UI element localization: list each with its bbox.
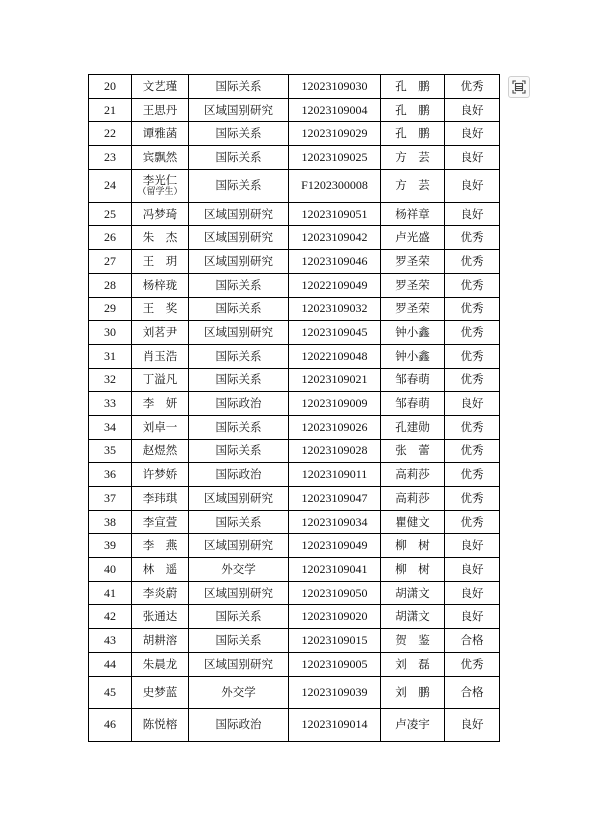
student-id-cell: 12023109050 [289, 581, 381, 605]
student-id-cell: 12023109014 [289, 708, 381, 741]
student-name-cell: 王 玥 [132, 250, 189, 274]
table-row [89, 75, 500, 99]
row-number-cell: 26 [89, 226, 132, 250]
grade-cell: 良好 [445, 534, 500, 558]
student-name-note: （留学生） [137, 186, 183, 197]
major-cell: 国际关系 [189, 415, 289, 439]
major-cell: 区域国别研究 [189, 534, 289, 558]
grade-cell: 良好 [445, 605, 500, 629]
major-cell: 区域国别研究 [189, 98, 289, 122]
student-name-cell: 宾飘然 [132, 146, 189, 170]
table-row [89, 463, 500, 487]
student-id-cell: 12023109009 [289, 392, 381, 416]
grade-cell: 优秀 [445, 439, 500, 463]
row-number-cell: 27 [89, 250, 132, 274]
advisor-cell: 刘 磊 [381, 652, 445, 676]
grade-cell: 良好 [445, 98, 500, 122]
row-number-cell: 21 [89, 98, 132, 122]
scan-button[interactable] [508, 76, 530, 98]
advisor-cell: 刘 鹏 [381, 676, 445, 708]
student-name: 李光仁 [142, 172, 178, 187]
student-id-cell: 12023109011 [289, 463, 381, 487]
row-number-cell: 30 [89, 321, 132, 345]
advisor-cell: 高莉莎 [381, 463, 445, 487]
student-id-cell: 12022109049 [289, 273, 381, 297]
row-number-cell: 25 [89, 202, 132, 226]
grade-cell: 优秀 [445, 273, 500, 297]
student-id-cell: 12023109049 [289, 534, 381, 558]
major-cell: 外交学 [189, 558, 289, 582]
row-number-cell: 40 [89, 558, 132, 582]
advisor-cell: 钟小鑫 [381, 321, 445, 345]
major-cell: 国际关系 [189, 368, 289, 392]
student-id-cell: 12023109041 [289, 558, 381, 582]
grade-cell: 优秀 [445, 368, 500, 392]
major-cell: 国际关系 [189, 439, 289, 463]
student-name-cell: 陈悦榕 [132, 708, 189, 741]
grade-cell: 良好 [445, 169, 500, 202]
advisor-cell: 胡潇文 [381, 581, 445, 605]
table-row [89, 368, 500, 392]
grade-cell: 优秀 [445, 297, 500, 321]
major-cell: 国际关系 [189, 629, 289, 653]
student-id-cell: F1202300008 [289, 169, 381, 202]
table-row [89, 321, 500, 345]
row-number-cell: 31 [89, 344, 132, 368]
advisor-cell: 孔建勋 [381, 415, 445, 439]
table-row [89, 558, 500, 582]
advisor-cell: 孔 鹏 [381, 98, 445, 122]
table-row [89, 652, 500, 676]
student-name-cell: 李 妍 [132, 392, 189, 416]
advisor-cell: 孔 鹏 [381, 122, 445, 146]
advisor-cell: 柳 树 [381, 534, 445, 558]
major-cell: 国际政治 [189, 463, 289, 487]
grade-cell: 良好 [445, 122, 500, 146]
row-number-cell: 23 [89, 146, 132, 170]
major-cell: 区域国别研究 [189, 487, 289, 511]
grade-cell: 优秀 [445, 652, 500, 676]
row-number-cell: 35 [89, 439, 132, 463]
student-name-cell: 朱晨龙 [132, 652, 189, 676]
major-cell: 国际关系 [189, 122, 289, 146]
advisor-cell: 张 蕾 [381, 439, 445, 463]
row-number-cell: 38 [89, 510, 132, 534]
table-row [89, 297, 500, 321]
major-cell: 国际关系 [189, 510, 289, 534]
major-cell: 国际关系 [189, 273, 289, 297]
student-name-cell: 冯梦琦 [132, 202, 189, 226]
row-number-cell: 32 [89, 368, 132, 392]
advisor-cell: 方 芸 [381, 146, 445, 170]
row-number-cell: 45 [89, 676, 132, 708]
major-cell: 国际关系 [189, 297, 289, 321]
table-row [89, 122, 500, 146]
major-cell: 区域国别研究 [189, 202, 289, 226]
row-number-cell: 37 [89, 487, 132, 511]
table-row [89, 344, 500, 368]
table-row [89, 415, 500, 439]
row-number-cell: 24 [89, 169, 132, 202]
advisor-cell: 胡潇文 [381, 605, 445, 629]
table-row [89, 250, 500, 274]
student-id-cell: 12023109004 [289, 98, 381, 122]
student-id-cell: 12023109028 [289, 439, 381, 463]
advisor-cell: 罗圣荣 [381, 250, 445, 274]
row-number-cell: 34 [89, 415, 132, 439]
major-cell: 国际关系 [189, 75, 289, 99]
grade-cell: 优秀 [445, 321, 500, 345]
table-row [89, 169, 500, 202]
advisor-cell: 邹春萌 [381, 392, 445, 416]
grade-cell: 优秀 [445, 344, 500, 368]
grade-cell: 优秀 [445, 463, 500, 487]
row-number-cell: 22 [89, 122, 132, 146]
student-name-cell: 史梦蓝 [132, 676, 189, 708]
advisor-cell: 罗圣荣 [381, 273, 445, 297]
row-number-cell: 28 [89, 273, 132, 297]
table-row [89, 273, 500, 297]
student-id-cell: 12023109005 [289, 652, 381, 676]
table-row [89, 202, 500, 226]
student-name-cell: 李 燕 [132, 534, 189, 558]
row-number-cell: 39 [89, 534, 132, 558]
major-cell: 国际关系 [189, 146, 289, 170]
student-id-cell: 12023109032 [289, 297, 381, 321]
grade-cell: 良好 [445, 146, 500, 170]
row-number-cell: 44 [89, 652, 132, 676]
major-cell: 区域国别研究 [189, 321, 289, 345]
major-cell: 国际关系 [189, 344, 289, 368]
row-number-cell: 29 [89, 297, 132, 321]
grade-cell: 良好 [445, 708, 500, 741]
row-number-cell: 33 [89, 392, 132, 416]
advisor-cell: 瞿健文 [381, 510, 445, 534]
table-row [89, 439, 500, 463]
student-id-cell: 12023109051 [289, 202, 381, 226]
student-id-cell: 12023109030 [289, 75, 381, 99]
student-name-cell: 肖玉浩 [132, 344, 189, 368]
grade-cell: 优秀 [445, 415, 500, 439]
student-name-cell: 张通达 [132, 605, 189, 629]
student-name-cell: 胡耕溶 [132, 629, 189, 653]
student-id-cell: 12023109046 [289, 250, 381, 274]
advisor-cell: 孔 鹏 [381, 75, 445, 99]
advisor-cell: 邹春萌 [381, 368, 445, 392]
grade-cell: 优秀 [445, 250, 500, 274]
student-name-cell: 杨梓珑 [132, 273, 189, 297]
table-row [89, 708, 500, 741]
advisor-cell: 罗圣荣 [381, 297, 445, 321]
row-number-cell: 36 [89, 463, 132, 487]
grade-cell: 合格 [445, 676, 500, 708]
table-body [89, 75, 500, 742]
advisor-cell: 卢光盛 [381, 226, 445, 250]
major-cell: 国际政治 [189, 708, 289, 741]
advisor-cell: 杨祥章 [381, 202, 445, 226]
student-id-cell: 12023109029 [289, 122, 381, 146]
table-row [89, 581, 500, 605]
student-id-cell: 12023109015 [289, 629, 381, 653]
scan-icon [512, 80, 526, 94]
student-name-cell: 丁溢凡 [132, 368, 189, 392]
advisor-cell: 贺 鉴 [381, 629, 445, 653]
student-id-cell: 12022109048 [289, 344, 381, 368]
grade-cell: 优秀 [445, 75, 500, 99]
advisor-cell: 方 芸 [381, 169, 445, 202]
table-row [89, 487, 500, 511]
major-cell: 区域国别研究 [189, 250, 289, 274]
advisor-cell: 柳 树 [381, 558, 445, 582]
grade-cell: 良好 [445, 392, 500, 416]
student-id-cell: 12023109042 [289, 226, 381, 250]
row-number-cell: 46 [89, 708, 132, 741]
student-name-cell: 文艺瑾 [132, 75, 189, 99]
grade-cell: 合格 [445, 629, 500, 653]
student-name-cell: 刘卓一 [132, 415, 189, 439]
student-id-cell: 12023109021 [289, 368, 381, 392]
row-number-cell: 43 [89, 629, 132, 653]
student-id-cell: 12023109025 [289, 146, 381, 170]
student-name-cell: 赵煜然 [132, 439, 189, 463]
table-row [89, 392, 500, 416]
student-id-cell: 12023109020 [289, 605, 381, 629]
table-row [89, 146, 500, 170]
student-id-cell: 12023109034 [289, 510, 381, 534]
student-name-cell: 王思丹 [132, 98, 189, 122]
major-cell: 区域国别研究 [189, 652, 289, 676]
student-name-cell: 王 奖 [132, 297, 189, 321]
student-name-cell: 刘茗尹 [132, 321, 189, 345]
student-name-cell: 许梦娇 [132, 463, 189, 487]
row-number-cell: 42 [89, 605, 132, 629]
grade-cell: 良好 [445, 581, 500, 605]
student-name-cell: 李宣萱 [132, 510, 189, 534]
advisor-cell: 卢凌宇 [381, 708, 445, 741]
student-name-cell: 李炎蔚 [132, 581, 189, 605]
advisor-cell: 钟小鑫 [381, 344, 445, 368]
major-cell: 区域国别研究 [189, 226, 289, 250]
row-number-cell: 41 [89, 581, 132, 605]
table-row [89, 676, 500, 708]
table-row [89, 534, 500, 558]
student-id-cell: 12023109026 [289, 415, 381, 439]
student-name-cell: 李玮琪 [132, 487, 189, 511]
student-name-cell [132, 169, 189, 202]
table-row [89, 629, 500, 653]
major-cell: 区域国别研究 [189, 581, 289, 605]
grade-cell: 优秀 [445, 487, 500, 511]
major-cell: 国际关系 [189, 169, 289, 202]
row-number-cell: 20 [89, 75, 132, 99]
major-cell: 国际关系 [189, 605, 289, 629]
table-row [89, 510, 500, 534]
student-name-cell: 谭雅菡 [132, 122, 189, 146]
grade-cell: 优秀 [445, 510, 500, 534]
grade-cell: 良好 [445, 558, 500, 582]
student-id-cell: 12023109047 [289, 487, 381, 511]
student-id-cell: 12023109045 [289, 321, 381, 345]
table-row [89, 605, 500, 629]
student-id-cell: 12023109039 [289, 676, 381, 708]
grade-cell: 优秀 [445, 226, 500, 250]
major-cell: 外交学 [189, 676, 289, 708]
table-row [89, 98, 500, 122]
student-name-cell: 林 遥 [132, 558, 189, 582]
student-name-cell: 朱 杰 [132, 226, 189, 250]
advisor-cell: 高莉莎 [381, 487, 445, 511]
major-cell: 国际政治 [189, 392, 289, 416]
grade-cell: 良好 [445, 202, 500, 226]
student-grade-table [88, 74, 500, 742]
table-row [89, 226, 500, 250]
